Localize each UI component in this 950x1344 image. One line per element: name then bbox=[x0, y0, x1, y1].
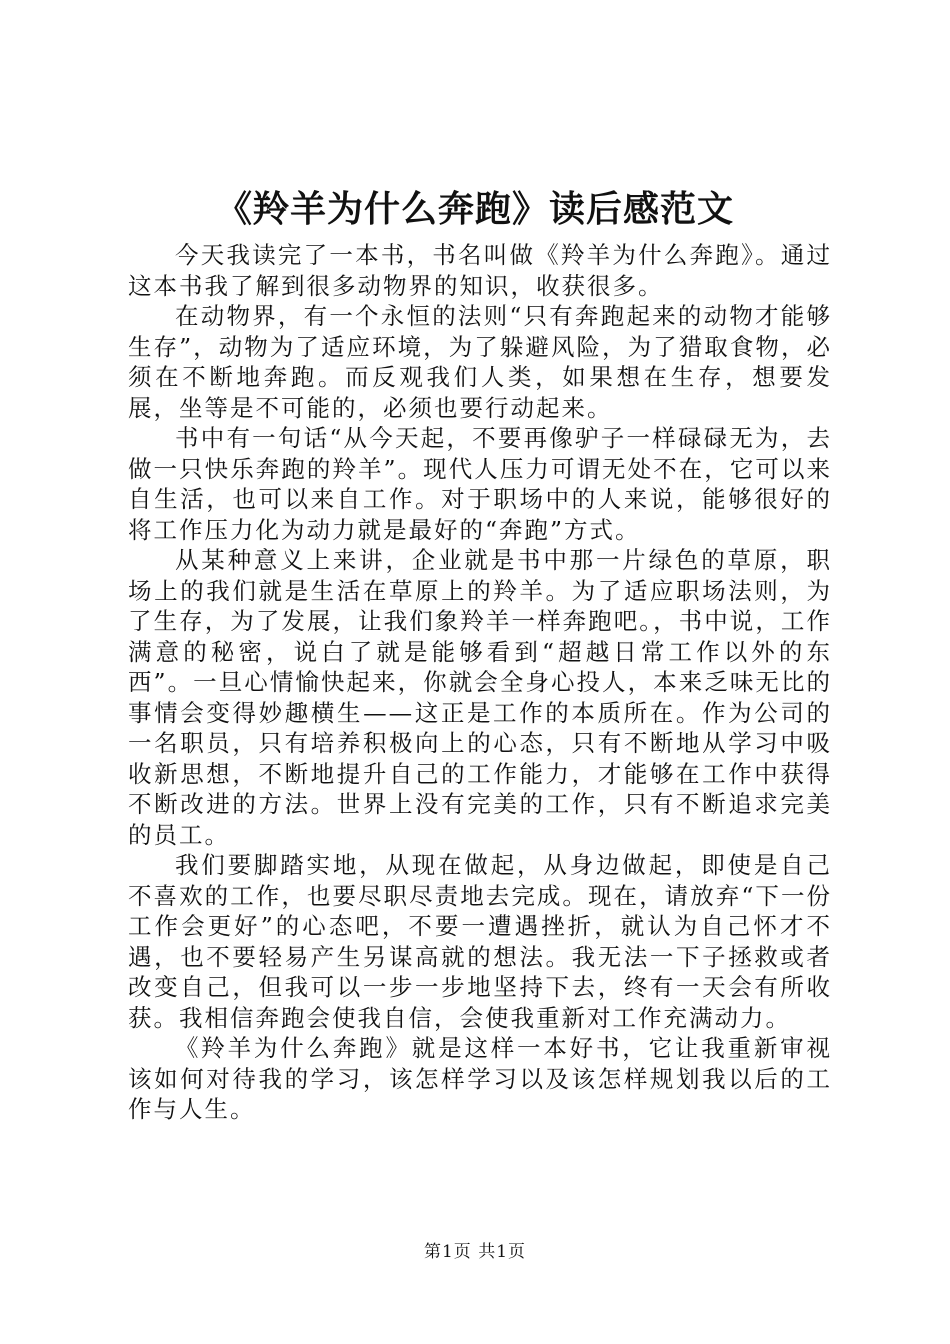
paragraph: 我们要脚踏实地，从现在做起，从身边做起，即使是自己不喜欢的工作，也要尽职尽责地去完成。现在，请放弃“下一份工作会更好”的心态吧，不要一遭遇挫折，就认为自己怀才不遇，也不要轻易产生另谋高就的想法。我无法一下子拯救或者改变自己，但我可以一步一步地坚持下去，终有一天会有所收获。我相信奔跑会使我自信，会使我重新对工作充满动力。 bbox=[128, 851, 832, 1032]
page-footer: 第1页 共1页 bbox=[423, 1242, 527, 1262]
paragraph: 《羚羊为什么奔跑》就是这样一本好书，它让我重新审视该如何对待我的学习，该怎样学习以及该怎样规划我以后的工作与人生。 bbox=[128, 1034, 832, 1123]
paragraph: 今天我读完了一本书，书名叫做《羚羊为什么奔跑》。通过这本书我了解到很多动物界的知识，收获很多。 bbox=[128, 241, 832, 300]
document-title: 《羚羊为什么奔跑》读后感范文 bbox=[215, 188, 734, 230]
document-body bbox=[128, 240, 832, 1125]
paragraph: 从某种意义上来讲，企业就是书中那一片绿色的草原，职场上的我们就是生活在草原上的羚羊。为了适应职场法则，为了生存，为了发展，让我们象羚羊一样奔跑吧。，书中说，工作满意的秘密，说白了就是能够看到“超越日常工作以外的东西”。一旦心情愉快起来，你就会全身心投人，本来乏味无比的事情会变得妙趣横生——这正是工作的本质所在。作为公司的一名职员，只有培养积极向上的心态，只有不断地从学习中吸收新思想，不断地提升自己的工作能力，才能够在工作中获得不断改进的方法。世界上没有完美的工作，只有不断追求完美的员工。 bbox=[128, 546, 832, 849]
paragraph: 书中有一句话“从今天起，不要再像驴子一样碌碌无为，去做一只快乐奔跑的羚羊”。现代人压力可谓无处不在，它可以来自生活，也可以来自工作。对于职场中的人来说，能够很好的将工作压力化为动力就是最好的“奔跑”方式。 bbox=[128, 424, 832, 544]
paragraph: 在动物界，有一个永恒的法则“只有奔跑起来的动物才能够生存”，动物为了适应环境，为了躲避风险，为了猎取食物，必须在不断地奔跑。而反观我们人类，如果想在生存，想要发展，坐等是不可能的，必须也要行动起来。 bbox=[128, 302, 832, 422]
